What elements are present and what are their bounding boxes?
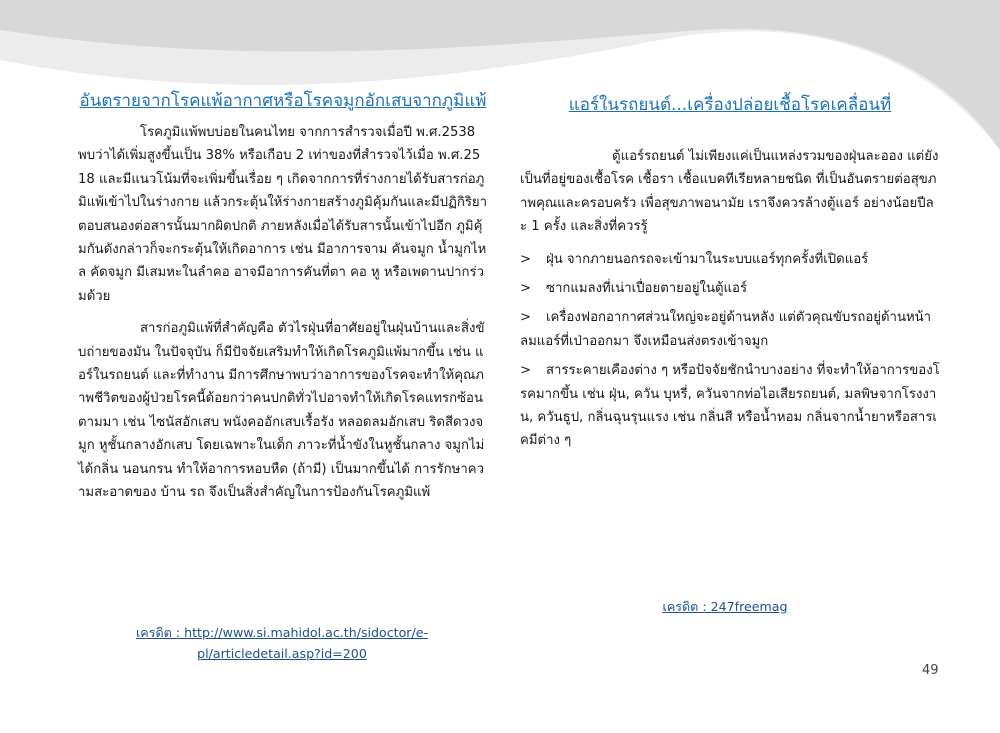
left-credit-link[interactable]: เครดิต : http://www.si.mahidol.ac.th/sidoctor/e-pl/articledetail.asp?id=200 xyxy=(135,625,428,661)
left-paragraph-1: โรคภูมิแพ้พบบ่อยในคนไทย จากการสำรวจเมื่อปี พ.ศ.2538 พบว่าได้เพิ่มสูงขึ้นเป็น 38% หรือเกือบ 2 เท่าของที่สำรวจไว้เมื่อ พ.ศ.2518 และมีแนวโน้มที่จะเพิ่มขึ้นเรื่อย ๆ เกิดจากการที่ร่างกายได้รับสารก่อภูมิแพ้เข้าไปในร่างกาย แล้วกระตุ้นให้ร่างกายสร้างภูมิคุ้มกันและมีปฏิกิริยาตอบสนองต่อสารนั้นมากผิดปกติ ภายหลังเมื่อได้รับสารนั้นเข้าไปอีก ภูมิคุ้มกันดังกล่าวก็จะกระตุ้นให้เกิดอาการ เช่น มีอาการจาม คันจมูก น้ำมูกไหล คัดจมูก มีเสมหะในลำคอ อาจมีอาการคันที่ตา คอ หู หรือเพดานปากร่วมด้วย xyxy=(78,125,488,304)
bullet-text: เครื่องฟอกอากาศส่วนใหญ่จะอยู่ด้านหลัง แต่ตัวคุณขับรถอยู่ด้านหน้า ลมแอร์ที่เป่าออกมา จึงเหมือนส่งตรงเข้าจมูก xyxy=(520,310,932,349)
bullet-item xyxy=(520,359,940,453)
page-number: 49 xyxy=(922,663,939,678)
right-article-title: แอร์ในรถยนต์...เครื่องปล่อยเชื้อโรคเคลื่อนที่ xyxy=(568,95,892,115)
bullet-text: ซากแมลงที่เน่าเปื่อยตายอยู่ในตู้แอร์ xyxy=(546,281,748,297)
bullet-item xyxy=(520,248,940,271)
left-column xyxy=(78,88,488,514)
left-article-title: อันตรายจากโรคแพ้อากาศหรือโรคจมูกอักเสบจากภูมิแพ้ xyxy=(79,91,487,111)
right-column xyxy=(520,88,940,459)
bullet-mark: > xyxy=(520,251,532,267)
bullet-text: ฝุ่น จากภายนอกรถจะเข้ามาในระบบแอร์ทุกครั้งที่เปิดแอร์ xyxy=(546,251,869,267)
bullet-item xyxy=(520,306,940,353)
bullet-mark: > xyxy=(520,310,532,326)
bullet-text: สารระคายเคืองต่าง ๆ หรือปัจจัยชักนำบางอย่าง ที่จะทำให้อาการของโรคมากขึ้น เช่น ฝุ่น, ควัน บุหรี่, ควันจากท่อไอเสียรถยนต์, มลพิษจากโรงงาน, ควันธูป, กลิ่นฉุนรุนแรง เช่น กลิ่นสี หรือน้ำหอม กลิ่นจากน้ำยาหรือสารเคมีต่าง ๆ xyxy=(520,363,940,449)
right-credit: เครดิต : 247freemag xyxy=(662,599,788,614)
bullet-mark: > xyxy=(520,281,532,297)
left-paragraph-2: สารก่อภูมิแพ้ที่สำคัญคือ ตัวไรฝุ่นที่อาศัยอยู่ในฝุ่นบ้านและสิ่งขับถ่ายของมัน ในปัจจุบัน ก็มีปัจจัยเสริมทำให้เกิดโรคภูมิแพ้มากขึ้น เช่น แอร์ในรถยนต์ และที่ทำงาน มีการศึกษาพบว่าอาการของโรคจะทำให้คุณภาพชีวิตของผู้ป่วยโรคนี้ด้อยกว่าคนปกติทั่วไปอาจทำให้เกิดโรคแทรกซ้อนตามมา เช่น ไซนัสอักเสบ พนังคออักเสบเรื้อรัง หลอดลมอักเสบ ริดสีดวงจมูก หูชั้นกลางอักเสบ โดยเฉพาะในเด็ก ภาวะที่น้ำขังในหูชั้นกลาง จมูกไม่ได้กลิ่น นอนกรน ทำให้อาการหอบหืด (ถ้ามี) เป็นมากขึ้นได้ การรักษาความสะอาดของ บ้าน รถ จึงเป็นสิ่งสำคัญในการป้องกันโรคภูมิแพ้ xyxy=(78,321,485,501)
bullet-mark: > xyxy=(520,363,532,379)
bullet-item xyxy=(520,277,940,300)
right-intro-paragraph: ตู้แอร์รถยนต์ ไม่เพียงแค่เป็นแหล่งรวมของฝุ่นละออง แต่ยังเป็นที่อยู่ของเชื้อโรค เชื้อรา เชื้อแบคทีเรียหลายชนิด ที่เป็นอันตรายต่อสุขภาพคุณและครอบครัว เพื่อสุขภาพอนามัย เราจึงควรล้างตู้แอร์ อย่างน้อยปีละ 1 ครั้ง และสิ่งที่ควรรู้ xyxy=(520,149,939,235)
